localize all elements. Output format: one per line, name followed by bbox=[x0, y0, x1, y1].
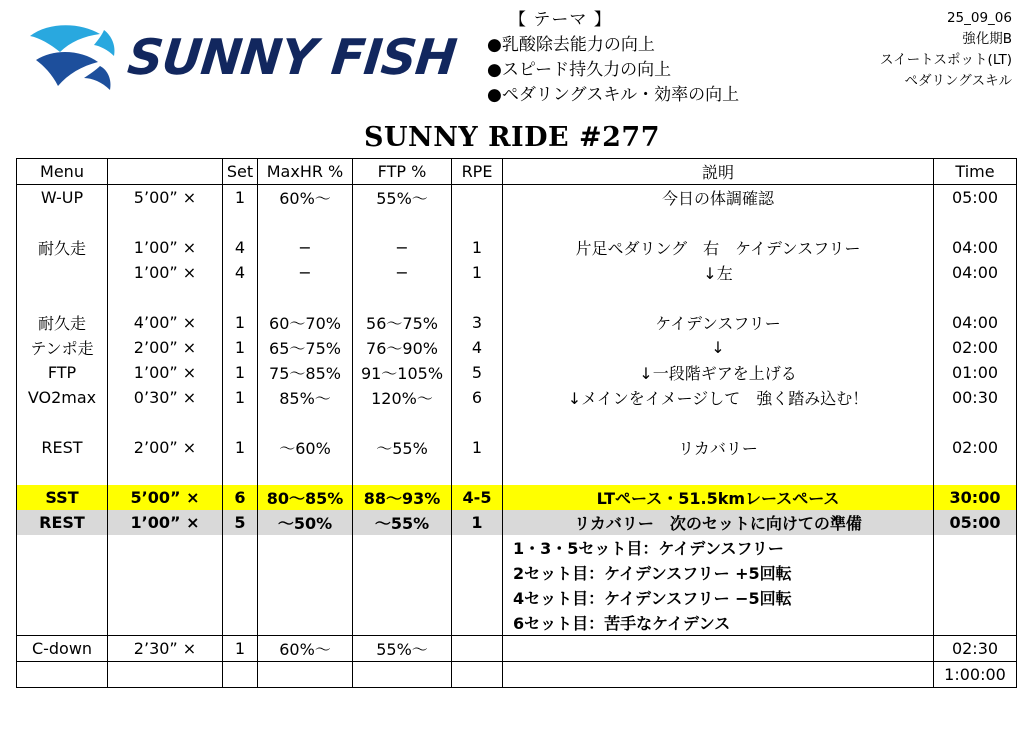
cell-set: 1 bbox=[223, 185, 258, 211]
cell-duration bbox=[108, 560, 223, 585]
total-time: 1:00:00 bbox=[934, 662, 1017, 688]
cell-rpe bbox=[452, 585, 503, 610]
cell-set bbox=[223, 285, 258, 310]
cell-menu bbox=[17, 610, 108, 636]
cell-rpe bbox=[452, 636, 503, 662]
cell-ftp bbox=[353, 285, 452, 310]
cell-menu: VO2max bbox=[17, 385, 108, 410]
session-date: 25_09_06 bbox=[946, 10, 1012, 26]
cell-duration: 0’30” × bbox=[108, 385, 223, 410]
cell-maxhr: 85%〜 bbox=[258, 385, 353, 410]
cell-menu bbox=[17, 535, 108, 560]
cell-description bbox=[503, 410, 934, 435]
brand-logo bbox=[26, 20, 459, 94]
cell-ftp: 88〜93% bbox=[353, 485, 452, 510]
cell-set bbox=[223, 210, 258, 235]
cell-description: 今日の体調確認 bbox=[503, 185, 934, 211]
cell-rpe: 1 bbox=[452, 510, 503, 535]
cell-set bbox=[223, 460, 258, 485]
cell-maxhr bbox=[258, 585, 353, 610]
table-row bbox=[17, 360, 1017, 385]
cell-rpe: 5 bbox=[452, 360, 503, 385]
cell-description: 2セット目：ケイデンスフリー +5回転 bbox=[503, 560, 934, 585]
cell-set: 1 bbox=[223, 385, 258, 410]
cell-set: 6 bbox=[223, 485, 258, 510]
cell-maxhr: 〜50% bbox=[258, 510, 353, 535]
cell-rpe: 6 bbox=[452, 385, 503, 410]
col-ftp: FTP % bbox=[353, 159, 452, 185]
cell-ftp: − bbox=[353, 260, 452, 285]
cell-rpe bbox=[452, 285, 503, 310]
cell-set: 1 bbox=[223, 310, 258, 335]
cell-rpe: 4-5 bbox=[452, 485, 503, 510]
table-row bbox=[17, 435, 1017, 460]
cell-duration bbox=[108, 535, 223, 560]
cell-maxhr bbox=[258, 410, 353, 435]
cell-menu bbox=[17, 560, 108, 585]
cell-menu: 耐久走 bbox=[17, 235, 108, 260]
brand-name: SUNNY FISH bbox=[125, 28, 459, 86]
total-empty-cell bbox=[108, 662, 223, 688]
cell-set: 1 bbox=[223, 360, 258, 385]
cell-description: 1・3・5セット目：ケイデンスフリー bbox=[503, 535, 934, 560]
theme-item-0: ●乳酸除去能力の向上 bbox=[487, 35, 655, 56]
cell-rpe: 1 bbox=[452, 260, 503, 285]
cell-description: ↓一段階ギアを上げる bbox=[503, 360, 934, 385]
table-row bbox=[17, 385, 1017, 410]
cell-menu bbox=[17, 260, 108, 285]
table-row bbox=[17, 185, 1017, 211]
cell-duration bbox=[108, 410, 223, 435]
table-body bbox=[17, 185, 1017, 688]
table-row bbox=[17, 636, 1017, 662]
cell-maxhr: 〜60% bbox=[258, 435, 353, 460]
page-title: SUNNY RIDE #277 bbox=[363, 122, 661, 153]
cell-time: 00:30 bbox=[934, 385, 1017, 410]
table-row bbox=[17, 335, 1017, 360]
cell-set: 5 bbox=[223, 510, 258, 535]
cell-duration: 1’00” × bbox=[108, 510, 223, 535]
cell-duration bbox=[108, 285, 223, 310]
total-empty-cell bbox=[452, 662, 503, 688]
table-row bbox=[17, 410, 1017, 435]
cell-description: ↓メインをイメージして 強く踏み込む！ bbox=[503, 385, 934, 410]
cell-description: ↓左 bbox=[503, 260, 934, 285]
cell-ftp bbox=[353, 410, 452, 435]
total-empty-cell bbox=[258, 662, 353, 688]
table-row bbox=[17, 535, 1017, 560]
training-phase: 強化期B bbox=[962, 30, 1012, 47]
cell-time: 04:00 bbox=[934, 310, 1017, 335]
cell-maxhr bbox=[258, 610, 353, 636]
cell-maxhr bbox=[258, 560, 353, 585]
cell-duration bbox=[108, 460, 223, 485]
col-duration bbox=[108, 159, 223, 185]
cell-description: ↓ bbox=[503, 335, 934, 360]
theme-block bbox=[487, 8, 739, 109]
cell-menu bbox=[17, 460, 108, 485]
cell-duration: 2’00” × bbox=[108, 435, 223, 460]
cell-menu bbox=[17, 585, 108, 610]
cell-time: 02:30 bbox=[934, 636, 1017, 662]
cell-time: 02:00 bbox=[934, 435, 1017, 460]
cell-maxhr bbox=[258, 285, 353, 310]
col-rpe: RPE bbox=[452, 159, 503, 185]
cell-time bbox=[934, 585, 1017, 610]
table-row bbox=[17, 610, 1017, 636]
cell-set: 1 bbox=[223, 636, 258, 662]
cell-time: 01:00 bbox=[934, 360, 1017, 385]
session-meta bbox=[880, 8, 1012, 92]
cell-maxhr: − bbox=[258, 260, 353, 285]
table-row bbox=[17, 585, 1017, 610]
table-row bbox=[17, 485, 1017, 510]
cell-menu bbox=[17, 410, 108, 435]
cell-menu: W-UP bbox=[17, 185, 108, 211]
table-header-row bbox=[17, 159, 1017, 185]
col-menu: Menu bbox=[17, 159, 108, 185]
cell-menu: SST bbox=[17, 485, 108, 510]
cell-menu: FTP bbox=[17, 360, 108, 385]
workout-table bbox=[16, 158, 1017, 688]
cell-time: 05:00 bbox=[934, 185, 1017, 211]
cell-ftp bbox=[353, 585, 452, 610]
total-empty-cell bbox=[17, 662, 108, 688]
cell-set: 4 bbox=[223, 235, 258, 260]
cell-ftp bbox=[353, 460, 452, 485]
cell-rpe bbox=[452, 535, 503, 560]
cell-time: 02:00 bbox=[934, 335, 1017, 360]
cell-ftp bbox=[353, 535, 452, 560]
cell-duration: 1’00” × bbox=[108, 360, 223, 385]
col-maxhr: MaxHR % bbox=[258, 159, 353, 185]
cell-ftp: 76〜90% bbox=[353, 335, 452, 360]
cell-description: 4セット目：ケイデンスフリー −5回転 bbox=[503, 585, 934, 610]
cell-rpe: 4 bbox=[452, 335, 503, 360]
col-time: Time bbox=[934, 159, 1017, 185]
cell-duration: 5’00” × bbox=[108, 185, 223, 211]
cell-maxhr: 60〜70% bbox=[258, 310, 353, 335]
cell-ftp: 〜55% bbox=[353, 435, 452, 460]
theme-title: 【 テーマ 】 bbox=[509, 10, 612, 30]
cell-menu: C-down bbox=[17, 636, 108, 662]
table-row bbox=[17, 560, 1017, 585]
cell-time: 30:00 bbox=[934, 485, 1017, 510]
table-row bbox=[17, 310, 1017, 335]
cell-set bbox=[223, 410, 258, 435]
cell-time: 05:00 bbox=[934, 510, 1017, 535]
table-row bbox=[17, 510, 1017, 535]
cell-ftp bbox=[353, 560, 452, 585]
cell-duration: 4’00” × bbox=[108, 310, 223, 335]
cell-maxhr bbox=[258, 535, 353, 560]
cell-time: 04:00 bbox=[934, 235, 1017, 260]
cell-set bbox=[223, 585, 258, 610]
cell-time bbox=[934, 410, 1017, 435]
cell-description bbox=[503, 210, 934, 235]
table-row bbox=[17, 260, 1017, 285]
cell-description: 片足ペダリング 右 ケイデンスフリー bbox=[503, 235, 934, 260]
cell-ftp: − bbox=[353, 235, 452, 260]
cell-set bbox=[223, 560, 258, 585]
cell-ftp: 56〜75% bbox=[353, 310, 452, 335]
cell-ftp: 55%〜 bbox=[353, 185, 452, 211]
fish-logo-icon bbox=[26, 20, 118, 94]
col-description: 説明 bbox=[503, 159, 934, 185]
cell-maxhr: 60%〜 bbox=[258, 185, 353, 211]
cell-duration: 2’30” × bbox=[108, 636, 223, 662]
cell-rpe bbox=[452, 560, 503, 585]
cell-menu: REST bbox=[17, 510, 108, 535]
cell-duration: 1’00” × bbox=[108, 260, 223, 285]
table-row bbox=[17, 460, 1017, 485]
cell-duration bbox=[108, 210, 223, 235]
cell-rpe bbox=[452, 210, 503, 235]
cell-rpe bbox=[452, 410, 503, 435]
table-row bbox=[17, 235, 1017, 260]
cell-set bbox=[223, 610, 258, 636]
cell-time bbox=[934, 285, 1017, 310]
cell-menu bbox=[17, 210, 108, 235]
table-row bbox=[17, 210, 1017, 235]
cell-ftp bbox=[353, 210, 452, 235]
table-total-row bbox=[17, 662, 1017, 688]
cell-menu: REST bbox=[17, 435, 108, 460]
cell-time: 04:00 bbox=[934, 260, 1017, 285]
cell-description: リカバリー 次のセットに向けての準備 bbox=[503, 510, 934, 535]
cell-menu: 耐久走 bbox=[17, 310, 108, 335]
cell-duration: 2’00” × bbox=[108, 335, 223, 360]
cell-description bbox=[503, 636, 934, 662]
cell-rpe: 3 bbox=[452, 310, 503, 335]
cell-rpe: 1 bbox=[452, 235, 503, 260]
cell-description: LTペース・51.5kmレースペース bbox=[503, 485, 934, 510]
cell-rpe bbox=[452, 610, 503, 636]
total-empty-cell bbox=[353, 662, 452, 688]
cell-maxhr: 65〜75% bbox=[258, 335, 353, 360]
theme-item-2: ●ペダリングスキル・効率の向上 bbox=[487, 85, 740, 106]
cell-time bbox=[934, 535, 1017, 560]
cell-maxhr: − bbox=[258, 235, 353, 260]
cell-ftp: 55%〜 bbox=[353, 636, 452, 662]
theme-item-1: ●スピード持久力の向上 bbox=[487, 60, 672, 81]
total-empty-cell bbox=[503, 662, 934, 688]
training-zone: スイートスポット(LT) bbox=[879, 51, 1012, 68]
cell-duration bbox=[108, 585, 223, 610]
cell-rpe bbox=[452, 185, 503, 211]
table-row bbox=[17, 285, 1017, 310]
cell-time bbox=[934, 610, 1017, 636]
cell-set: 4 bbox=[223, 260, 258, 285]
cell-set: 1 bbox=[223, 435, 258, 460]
training-focus: ペダリングスキル bbox=[904, 72, 1012, 89]
cell-duration: 5’00” × bbox=[108, 485, 223, 510]
cell-maxhr bbox=[258, 460, 353, 485]
cell-duration bbox=[108, 610, 223, 636]
cell-duration: 1’00” × bbox=[108, 235, 223, 260]
cell-rpe: 1 bbox=[452, 435, 503, 460]
cell-time bbox=[934, 560, 1017, 585]
cell-ftp: 91〜105% bbox=[353, 360, 452, 385]
cell-rpe bbox=[452, 460, 503, 485]
col-set: Set bbox=[223, 159, 258, 185]
cell-description bbox=[503, 285, 934, 310]
document-header bbox=[0, 0, 1024, 118]
cell-maxhr: 80〜85% bbox=[258, 485, 353, 510]
cell-maxhr bbox=[258, 210, 353, 235]
cell-menu bbox=[17, 285, 108, 310]
cell-menu: テンポ走 bbox=[17, 335, 108, 360]
cell-set: 1 bbox=[223, 335, 258, 360]
cell-time bbox=[934, 460, 1017, 485]
cell-ftp bbox=[353, 610, 452, 636]
cell-description: ケイデンスフリー bbox=[503, 310, 934, 335]
cell-ftp: 120%〜 bbox=[353, 385, 452, 410]
total-empty-cell bbox=[223, 662, 258, 688]
cell-maxhr: 75〜85% bbox=[258, 360, 353, 385]
cell-description bbox=[503, 460, 934, 485]
cell-set bbox=[223, 535, 258, 560]
cell-maxhr: 60%〜 bbox=[258, 636, 353, 662]
cell-time bbox=[934, 210, 1017, 235]
cell-description: リカバリー bbox=[503, 435, 934, 460]
cell-description: 6セット目：苦手なケイデンス bbox=[503, 610, 934, 636]
cell-ftp: 〜55% bbox=[353, 510, 452, 535]
